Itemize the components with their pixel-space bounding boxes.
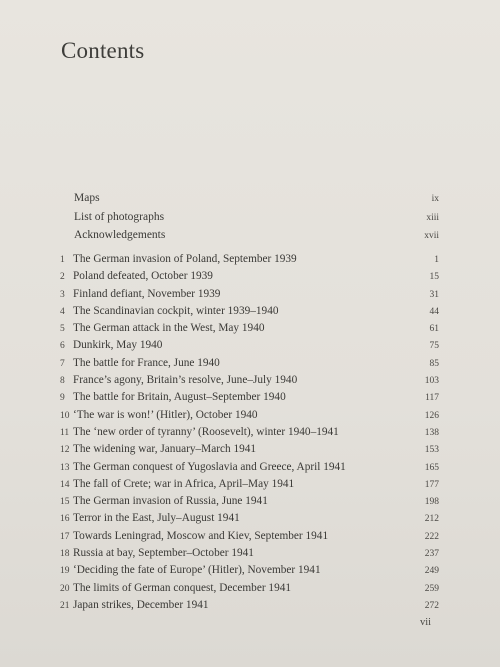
chapter-number: 6	[60, 341, 65, 352]
chapter-page: 222	[424, 531, 439, 542]
chapter-title: France’s agony, Britain’s resolve, June–July 1940	[73, 374, 298, 387]
chapter-page: 117	[425, 393, 439, 404]
chapter-number: 8	[60, 376, 65, 387]
chapter-entry	[60, 478, 439, 495]
chapter-number: 20	[60, 583, 70, 594]
chapter-number: 19	[60, 566, 70, 577]
chapter-entry	[60, 599, 439, 616]
chapter-number: 21	[60, 600, 70, 611]
chapter-entry	[60, 357, 439, 374]
chapter-entry	[60, 322, 439, 339]
chapter-number: 14	[60, 479, 70, 490]
chapter-entry	[60, 270, 439, 287]
chapter-number: 16	[60, 514, 70, 525]
chapter-entry	[60, 461, 439, 478]
chapter-page: 237	[424, 549, 439, 560]
front-matter-item	[60, 229, 439, 248]
chapter-page: 249	[424, 566, 439, 577]
chapter-title: Russia at bay, September–October 1941	[73, 547, 254, 560]
chapter-page: 1	[434, 255, 439, 265]
chapter-title: ‘Deciding the fate of Europe’ (Hitler), November 1941	[73, 564, 321, 577]
chapter-number: 18	[60, 549, 70, 560]
chapter-title: The Scandinavian cockpit, winter 1939–1940	[73, 304, 279, 317]
chapter-entry	[60, 339, 439, 356]
chapter-page: 85	[429, 358, 439, 369]
chapter-entry	[60, 443, 439, 460]
chapter-number: 3	[60, 289, 65, 300]
chapter-entry	[60, 409, 439, 426]
chapter-title: The German conquest of Yugoslavia and Greece, April 1941	[73, 460, 346, 473]
chapter-page: 44	[429, 306, 439, 317]
chapter-entry	[60, 426, 439, 443]
entry-page: ix	[431, 194, 439, 204]
front-matter-item	[60, 211, 439, 230]
chapter-title: The limits of German conquest, December 1941	[73, 581, 292, 594]
page-folio: vii	[420, 617, 432, 628]
chapter-entry	[60, 374, 439, 391]
chapter-entry	[60, 582, 439, 599]
chapter-number: 2	[60, 272, 65, 283]
chapter-page: 153	[424, 445, 439, 456]
chapter-title: Finland defiant, November 1939	[73, 287, 221, 300]
chapter-entry	[60, 564, 439, 581]
chapter-page: 272	[424, 600, 439, 611]
chapter-number: 10	[60, 410, 70, 421]
chapter-title: The German invasion of Russia, June 1941	[73, 495, 268, 508]
chapter-title: Terror in the East, July–August 1941	[73, 512, 240, 525]
chapter-title: Poland defeated, October 1939	[73, 270, 213, 283]
chapter-title: Japan strikes, December 1941	[73, 598, 209, 611]
chapter-page: 103	[424, 376, 439, 387]
front-matter-list	[60, 192, 439, 248]
entry-label: Maps	[74, 192, 100, 204]
chapter-number: 17	[60, 531, 70, 542]
chapter-number: 7	[60, 358, 65, 369]
chapter-page: 177	[424, 479, 439, 490]
chapter-number: 1	[60, 255, 65, 265]
chapter-title: ‘The war is won!’ (Hitler), October 1940	[73, 408, 258, 421]
entry-page: xvii	[424, 231, 439, 241]
chapter-number: 15	[60, 497, 70, 508]
chapter-page: 198	[424, 497, 439, 508]
chapter-entry	[60, 512, 439, 529]
chapter-number: 11	[60, 427, 70, 438]
chapter-page: 61	[429, 324, 439, 335]
chapter-entry	[60, 288, 439, 305]
chapter-page: 165	[424, 462, 439, 473]
chapter-number: 4	[60, 306, 65, 317]
chapter-title: The battle for France, June 1940	[73, 356, 220, 369]
chapter-number: 5	[60, 324, 65, 335]
chapter-page: 138	[424, 427, 439, 438]
chapter-entry	[60, 253, 439, 270]
chapter-page: 31	[429, 289, 439, 300]
chapter-page: 126	[424, 410, 439, 421]
chapter-title: Towards Leningrad, Moscow and Kiev, September 1941	[73, 529, 329, 542]
chapter-title: The fall of Crete; war in Africa, April–May 1941	[73, 477, 295, 490]
chapter-number: 12	[60, 445, 70, 456]
contents-heading: Contents	[61, 38, 145, 63]
chapter-entry	[60, 305, 439, 322]
chapter-entry	[60, 391, 439, 408]
chapter-title: The widening war, January–March 1941	[73, 443, 257, 456]
chapter-number: 9	[60, 393, 65, 404]
chapter-page: 259	[424, 583, 439, 594]
chapter-page: 75	[429, 341, 439, 352]
chapter-title: The battle for Britain, August–September 1940	[73, 391, 286, 404]
chapter-page: 15	[429, 272, 439, 283]
chapter-number: 13	[60, 462, 70, 473]
chapter-entry	[60, 547, 439, 564]
entry-page: xiii	[426, 212, 439, 223]
chapter-list	[60, 253, 439, 616]
chapter-entry	[60, 530, 439, 547]
entry-label: List of photographs	[74, 210, 165, 223]
chapter-title: The German attack in the West, May 1940	[73, 322, 265, 335]
chapter-title: The German invasion of Poland, September 1939	[73, 253, 297, 265]
entry-label: Acknowledgements	[74, 229, 166, 241]
chapter-page: 212	[424, 514, 439, 525]
chapter-entry	[60, 495, 439, 512]
chapter-title: The ‘new order of tyranny’ (Roosevelt), winter 1940–1941	[73, 425, 339, 438]
front-matter-item	[60, 192, 439, 211]
chapter-title: Dunkirk, May 1940	[73, 339, 163, 352]
